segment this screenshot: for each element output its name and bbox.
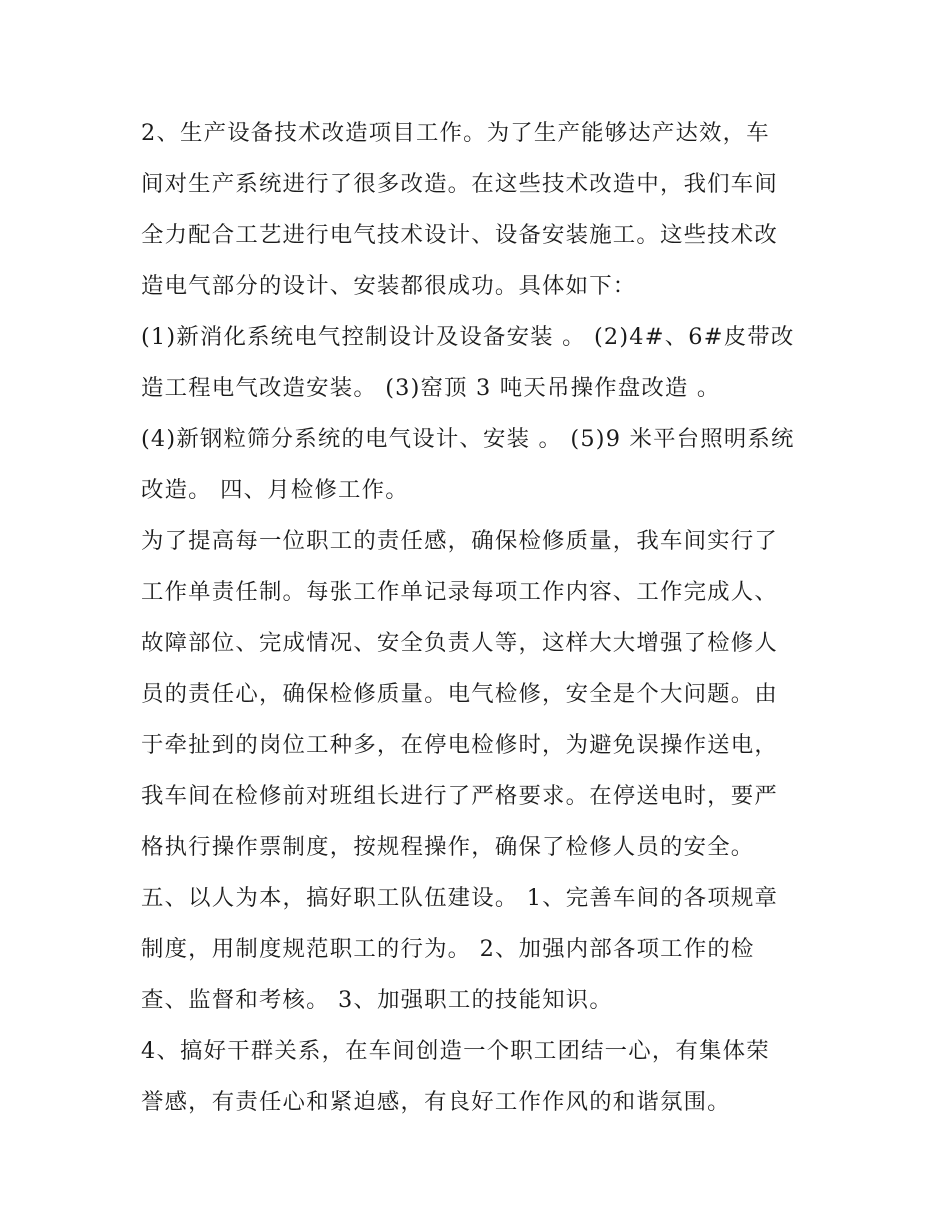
text-line: 誉感，有责任心和紧迫感，有良好工作作风的和谐氛围。 [141,1089,731,1115]
text-line: 员的责任心，确保检修质量。电气检修，安全是个大问题。由 [141,681,778,707]
text-line: 4、搞好干群关系，在车间创造一个职工团结一心，有集体荣 [141,1038,770,1064]
text-line: (4)新钢粒筛分系统的电气设计、安装 。 (5)9 米平台照明系统 [141,426,795,452]
text-line: 制度，用制度规范职工的行为。 2、加强内部各项工作的检 [141,936,755,962]
text-line: (1)新消化系统电气控制设计及设备安装 。 (2)4#、6#皮带改 [141,324,795,350]
text-line: 为了提高每一位职工的责任感，确保检修质量，我车间实行了 [141,528,778,554]
text-line: 间对生产系统进行了很多改造。在这些技术改造中，我们车间 [141,171,778,197]
document-body [141,108,813,1128]
text-line: 我车间在检修前对班组长进行了严格要求。在停送电时，要严 [141,783,778,809]
text-line: 造工程电气改造安装。 (3)窑顶 3 吨天吊操作盘改造 。 [141,375,721,401]
text-line: 五、以人为本，搞好职工队伍建设。 1、完善车间的各项规章 [141,885,779,911]
text-line: 查、监督和考核。 3、加强职工的技能知识。 [141,987,613,1013]
text-line: 于牵扯到的岗位工种多，在停电检修时，为避免误操作送电， [141,732,778,758]
text-line: 2、生产设备技术改造项目工作。为了生产能够达产达效，车 [141,120,770,146]
text-line: 改造。 四、月检修工作。 [141,477,409,503]
text-line: 格执行操作票制度，按规程操作，确保了检修人员的安全。 [141,834,755,860]
text-line: 故障部位、完成情况、安全负责人等，这样大大增强了检修人 [141,630,778,656]
text-line: 工作单责任制。每张工作单记录每项工作内容、工作完成人、 [141,579,778,605]
text-line: 造电气部分的设计、安装都很成功。具体如下： [141,273,637,299]
text-line: 全力配合工艺进行电气技术设计、设备安装施工。这些技术改 [141,222,778,248]
